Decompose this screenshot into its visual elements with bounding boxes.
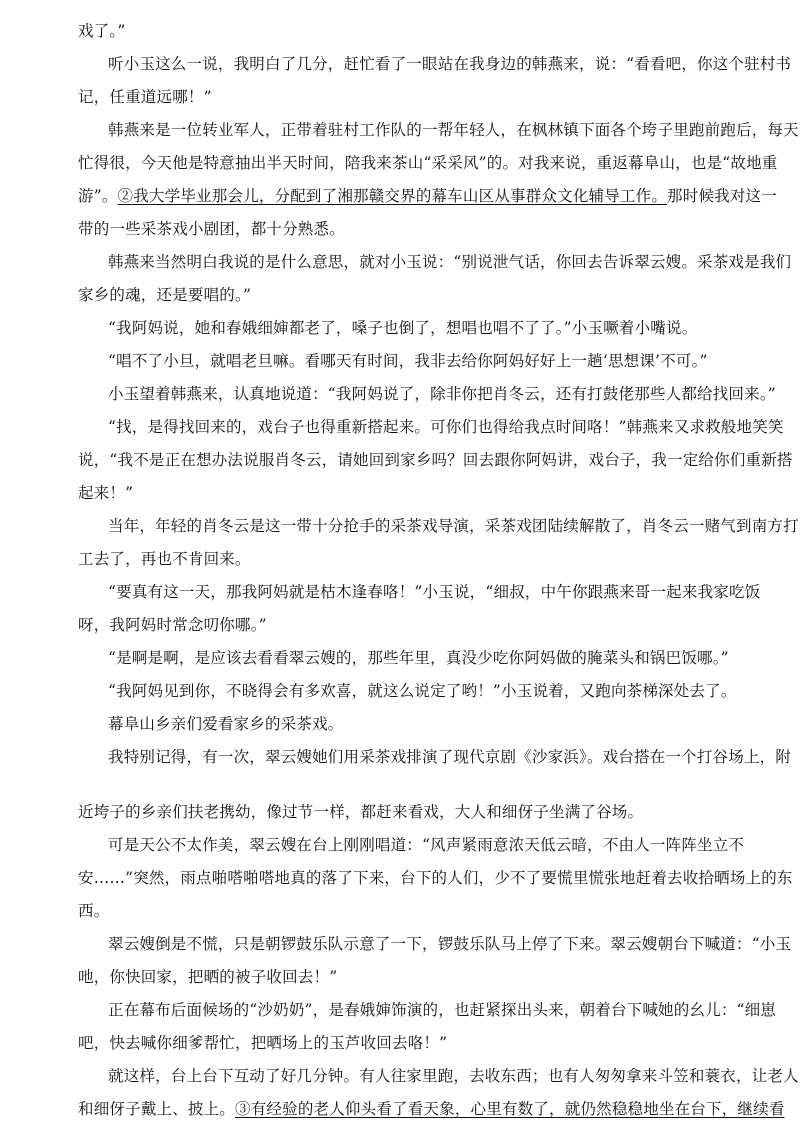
text-line: “找，是得找回来的，戏台子也得重新搭起来。可你们也得给我点时间咯！”韩燕来又求救般地笑笑 (108, 418, 784, 436)
text-line: 工去了，再也不肯回来。 (78, 550, 251, 568)
text-line: 带的一些采茶戏小剧团，都十分熟悉。 (78, 220, 345, 238)
text-line: 当年，年轻的肖冬云是这一带十分抢手的采茶戏导演，采茶戏团陆续解散了，肖冬云一赌气到南方打 (108, 517, 799, 535)
text-line: 听小玉这么一说，我明白了几分，赶忙看了一眼站在我身边的韩燕来，说：“看看吧，你这个驻村书 (108, 55, 792, 73)
line-text: 那时候我对这一 (667, 187, 777, 205)
text-line: “唱不了小旦，就唱老旦嘛。看哪天有时间，我非去给你阿妈好好上一趟‘思想课’不可。” (108, 352, 708, 370)
text-line: 记，任重道远哪！” (78, 88, 212, 106)
text-line: 吧，快去喊你细爹帮忙，把晒场上的玉芦收回去咯！” (78, 1034, 448, 1052)
text-line: 起来！” (78, 484, 134, 502)
text-line-with-underline (78, 184, 777, 206)
underlined-sentence-3: ③有经验的老人仰头看了看天象，心里有数了，就仍然稳稳地坐在台下，继续看 (235, 1100, 785, 1118)
text-line: “要真有这一天，那我阿妈就是枯木逢春咯！”小玉说，“细叔，中午你跟燕来哥一起来我家吃饭 (108, 583, 761, 601)
text-line: 翠云嫂倒是不慌，只是朝锣鼓乐队示意了一下，锣鼓乐队马上停了下来。翠云嫂朝台下喊道：“小玉 (108, 935, 792, 953)
text-line: 韩燕来是一位转业军人，正带着驻村工作队的一帮年轻人，在枫林镇下面各个垮子里跑前跑后，每天 (108, 121, 799, 139)
line-text: 游”。 (78, 187, 118, 205)
text-line: 小玉望着韩燕来，认真地说道：“我阿妈说了，除非你把肖冬云，还有打鼓佬那些人都给找回来。” (108, 385, 776, 403)
text-line: “我阿妈说，她和春娥细婶都老了，嗓子也倒了，想唱也唱不了了。”小玉噘着小嘴说。 (108, 319, 698, 337)
text-line: 说，“我不是正在想办法说服肖冬云，请她回到家乡吗？回去跟你阿妈讲，戏台子，我一定给你们重新搭 (78, 451, 793, 469)
text-line: 韩燕来当然明白我说的是什么意思，就对小玉说：“别说泄气话，你回去告诉翠云嫂。采茶戏是我们 (108, 253, 792, 271)
text-line: 戏了。” (78, 22, 126, 40)
text-line: “是啊是啊，是应该去看看翠云嫂的，那些年里，真没少吃你阿妈做的腌菜头和锅巴饭哪。” (108, 649, 729, 667)
text-line: 吔，你快回家，把晒的被子收回去！” (78, 968, 338, 986)
text-line: 可是天公不太作美，翠云嫂在台上刚刚唱道：“风声紧雨意浓天低云暗，不由人一阵阵坐立不 (108, 836, 745, 854)
text-line: 就这样，台上台下互动了好几分钟。有人往家里跑，去收东西；也有人匆匆拿来斗笠和蓑衣，让老人 (108, 1067, 799, 1085)
text-line: 我特别记得，有一次，翠云嫂她们用采茶戏排演了现代京剧《沙家浜》。戏台搭在一个打谷场上，附 (108, 748, 792, 766)
text-line: 西。 (78, 902, 110, 920)
text-line: “我阿妈见到你，不晓得会有多欢喜，就这么说定了哟！”小玉说着，又跑向茶梯深处去了。 (108, 682, 737, 700)
line-text: 和细伢子戴上、披上。 (78, 1100, 236, 1118)
text-line-with-underline (78, 1097, 785, 1119)
text-line: 安……”突然，雨点啪嗒啪嗒地真的落了下来，台下的人们，少不了要慌里慌张地赶着去收拾晒场上的东 (78, 869, 793, 887)
text-line: 近垮子的乡亲们扶老携幼，像过节一样，都赶来看戏，大人和细伢子坐满了谷场。 (78, 803, 644, 821)
text-line: 幕阜山乡亲们爱看家乡的采茶戏。 (108, 715, 344, 733)
text-line: 家乡的魂，还是要唱的。” (78, 286, 252, 304)
text-line: 正在幕布后面候场的“沙奶奶”，是春娥婶饰演的，也赶紧探出头来，朝着台下喊她的幺儿：“细崽 (108, 1001, 777, 1019)
text-line: 忙得很，今天他是特意抽出半天时间，陪我来茶山“采采风”的。对我来说，重返幕阜山，也是“故地重 (78, 154, 778, 172)
text-line: 呀，我阿妈时常念叨你哪。” (78, 616, 267, 634)
underlined-sentence-2: ②我大学毕业那会儿，分配到了湘那赣交界的幕车山区从事群众文化辅导工作。 (117, 187, 668, 205)
